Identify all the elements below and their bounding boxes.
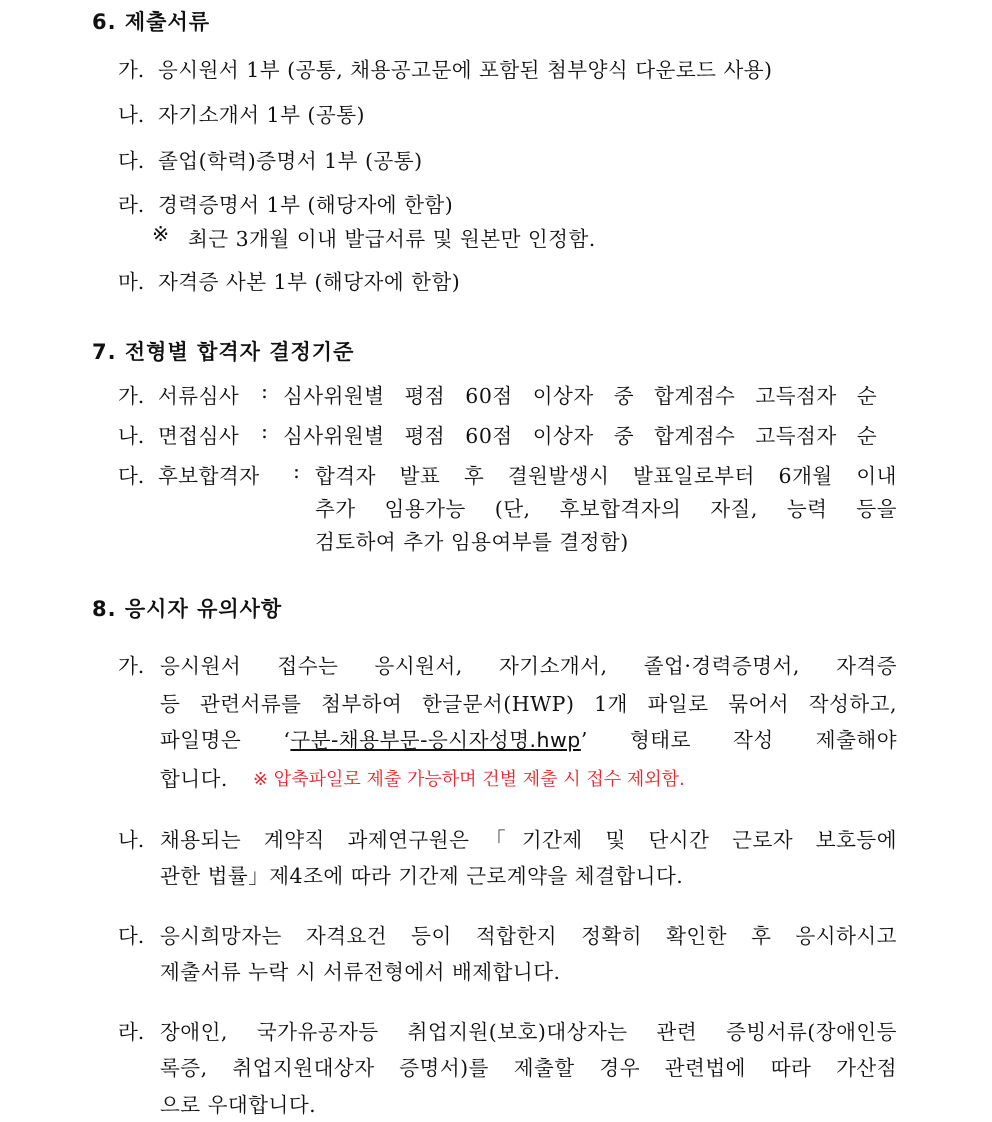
notice-text: 장애인, 국가유공자등 취업지원(보호)대상자는 관련 증빙서류(장애인등 bbox=[160, 1020, 897, 1044]
criteria-label: 면접심사 bbox=[158, 424, 240, 448]
item-marker: 라. bbox=[118, 193, 145, 217]
notice-text: 등 관련서류를 첨부하여 한글문서(HWP) 1개 파일로 묶어서 작성하고, bbox=[160, 692, 897, 716]
item-marker: 가. bbox=[118, 58, 145, 82]
section-8-heading: 8. 응시자 유의사항 bbox=[92, 597, 283, 621]
item-marker: 다. bbox=[118, 464, 145, 488]
note-marker: ※ bbox=[152, 222, 170, 246]
list-item: 경력증명서 1부 (해당자에 한함) bbox=[158, 193, 454, 217]
criteria-label: 서류심사 bbox=[158, 384, 240, 408]
section-7-heading: 7. 전형별 합격자 결정기준 bbox=[92, 340, 355, 364]
notice-text: 록증, 취업지원대상자 증명서)를 제출할 경우 관련법에 따라 가산점 bbox=[160, 1056, 897, 1080]
notice-text: 응시희망자는 자격요건 등이 적합한지 정확히 확인한 후 응시하시고 bbox=[160, 924, 897, 948]
notice-text: 파일명은 ‘ bbox=[160, 728, 291, 752]
item-marker: 나. bbox=[118, 424, 145, 448]
item-marker: 나. bbox=[118, 828, 145, 852]
section-6-heading: 6. 제출서류 bbox=[92, 10, 211, 34]
list-item: 졸업(학력)증명서 1부 (공통) bbox=[158, 149, 423, 173]
criteria-label: 후보합격자 bbox=[158, 464, 260, 488]
item-marker: 마. bbox=[118, 270, 145, 294]
notice-text: 관한 법률」제4조에 따라 기간제 근로계약을 체결합니다. bbox=[160, 864, 684, 888]
criteria-text: 추가 임용가능 (단, 후보합격자의 자질, 능력 등을 bbox=[315, 497, 897, 521]
list-item: 응시원서 1부 (공통, 채용공고문에 포함된 첨부양식 다운로드 사용) bbox=[158, 58, 773, 82]
notice-text: 채용되는 계약직 과제연구원은「기간제 및 단시간 근로자 보호등에 bbox=[160, 828, 897, 852]
notice-text: 합니다. bbox=[160, 767, 228, 791]
notice-text: 으로 우대합니다. bbox=[160, 1093, 317, 1117]
list-item: 자기소개서 1부 (공통) bbox=[158, 103, 365, 127]
red-warning-note: ※ 압축파일로 제출 가능하며 건별 제출 시 접수 제외함. bbox=[253, 769, 685, 790]
notice-text-filename-line bbox=[160, 723, 897, 753]
item-marker: 가. bbox=[118, 384, 145, 408]
notice-text: ’ 형태로 작성 제출해야 bbox=[580, 728, 898, 752]
criteria-text: 심사위원별 평점 60점 이상자 중 합계점수 고득점자 순 bbox=[283, 424, 877, 448]
notice-text: 응시원서 접수는 응시원서, 자기소개서, 졸업·경력증명서, 자격증 bbox=[160, 654, 897, 678]
notice-text: 제출서류 누락 시 서류전형에서 배제합니다. bbox=[160, 960, 561, 984]
criteria-separator: : bbox=[261, 379, 269, 403]
item-marker: 나. bbox=[118, 103, 145, 127]
criteria-text: 심사위원별 평점 60점 이상자 중 합계점수 고득점자 순 bbox=[283, 384, 877, 408]
note-text: 최근 3개월 이내 발급서류 및 원본만 인정함. bbox=[188, 227, 596, 251]
item-marker: 가. bbox=[118, 654, 145, 678]
filename-format: 구분-채용부문-응시자성명.hwp bbox=[290, 728, 581, 752]
criteria-text: 검토하여 추가 임용여부를 결정함) bbox=[315, 530, 629, 554]
criteria-separator: : bbox=[261, 419, 269, 443]
item-marker: 다. bbox=[118, 149, 145, 173]
list-item: 자격증 사본 1부 (해당자에 한함) bbox=[158, 270, 461, 294]
criteria-separator: : bbox=[293, 459, 301, 483]
item-marker: 다. bbox=[118, 924, 145, 948]
criteria-text: 합격자 발표 후 결원발생시 발표일로부터 6개월 이내 bbox=[315, 464, 897, 488]
item-marker: 라. bbox=[118, 1020, 145, 1044]
